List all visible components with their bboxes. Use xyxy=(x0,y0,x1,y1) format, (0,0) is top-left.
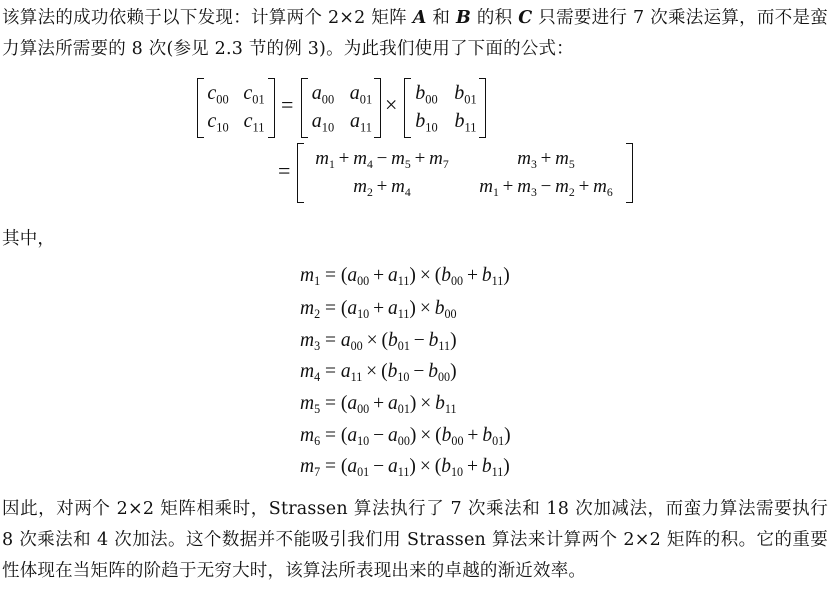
intro-text-post: 只需要进行 7 次乘法运算，而不是蛮力算法所需要的 8 次(参见 2.3 节的例 3)。为此我们使用了下面的公式： xyxy=(2,8,828,59)
b-matrix-entry: $b_{11}$ xyxy=(454,109,477,134)
c-matrix xyxy=(200,79,272,135)
c-matrix-entry: $c_{00}$ xyxy=(207,81,229,106)
c-matrix-right-bracket xyxy=(268,78,275,138)
result-matrix-entry: $m_2 + m_4$ xyxy=(353,176,411,200)
matrix-b-symbol: B xyxy=(456,8,472,28)
a-matrix xyxy=(304,79,380,135)
result-matrix xyxy=(302,145,630,201)
a-matrix-right-bracket xyxy=(374,78,381,138)
c-matrix-entry: $c_{10}$ xyxy=(207,109,229,134)
m-definition-line: $m_2 = (a_{10} + a_{11}) \times b_{00}$ xyxy=(300,298,457,322)
conclusion-paragraph: 因此，对两个 2×2 矩阵相乘时，Strassen 算法执行了 7 次乘法和 18 次加减法，而蛮力算法需要执行 8 次乘法和 4 次加法。这个数据并不能吸引我们用 Strassen 算法来计算两个 2×2 矩阵的积。它的重要性体现在当矩阵的阶趋于无穷大时，该算法所表现出来的卓越的渐近效率。 xyxy=(2,499,828,581)
m-definition-line: $m_6 = (a_{10} - a_{00}) \times (b_{00} + b_{01})$ xyxy=(300,425,511,449)
m-definition-line: $m_5 = (a_{00} + a_{01}) \times b_{11}$ xyxy=(300,393,457,417)
b-matrix-entry: $b_{01}$ xyxy=(454,81,477,106)
result-matrix-right-bracket xyxy=(626,143,633,203)
result-equals-sign: = xyxy=(278,158,291,183)
a-matrix-entry: $a_{01}$ xyxy=(349,81,373,106)
intro-text-mid2: 的积 xyxy=(471,8,519,28)
b-matrix-right-bracket xyxy=(479,78,486,138)
c-matrix-entry: $c_{11}$ xyxy=(243,109,265,134)
b-matrix-entry: $b_{00}$ xyxy=(415,81,438,106)
times-sign: × xyxy=(385,92,398,117)
intro-text-mid1: 和 xyxy=(426,8,457,28)
c-matrix-entry: $c_{01}$ xyxy=(243,81,265,106)
where-label: 其中， xyxy=(2,229,56,249)
intro-paragraph xyxy=(2,3,828,65)
matrix-a-symbol: A xyxy=(412,8,427,28)
b-matrix-entry: $b_{10}$ xyxy=(415,109,438,134)
result-matrix-entry: $m_1 + m_4 - m_5 + m_7$ xyxy=(315,148,449,172)
m-definition-line: $m_1 = (a_{00} + a_{11}) \times (b_{00} + b_{11})$ xyxy=(300,265,510,289)
matrix-c-symbol: C xyxy=(518,8,533,28)
intro-text-pre: 该算法的成功依赖于以下发现：计算两个 2×2 矩阵 xyxy=(2,8,413,28)
a-matrix-entry: $a_{10}$ xyxy=(311,109,335,134)
equals-sign: = xyxy=(281,92,294,117)
result-matrix-entry: $m_1 + m_3 - m_2 + m_6$ xyxy=(479,176,613,200)
result-matrix-entry: $m_3 + m_5$ xyxy=(517,148,575,172)
b-matrix xyxy=(407,79,485,135)
a-matrix-entry: $a_{11}$ xyxy=(350,109,372,134)
m-definition-line: $m_7 = (a_{01} - a_{11}) \times (b_{10} + b_{11})$ xyxy=(300,456,510,480)
m-definition-line: $m_4 = a_{11} \times (b_{10} - b_{00})$ xyxy=(300,361,457,385)
m-definition-line: $m_3 = a_{00} \times (b_{01} - b_{11})$ xyxy=(300,330,457,354)
a-matrix-entry: $a_{00}$ xyxy=(311,81,335,106)
